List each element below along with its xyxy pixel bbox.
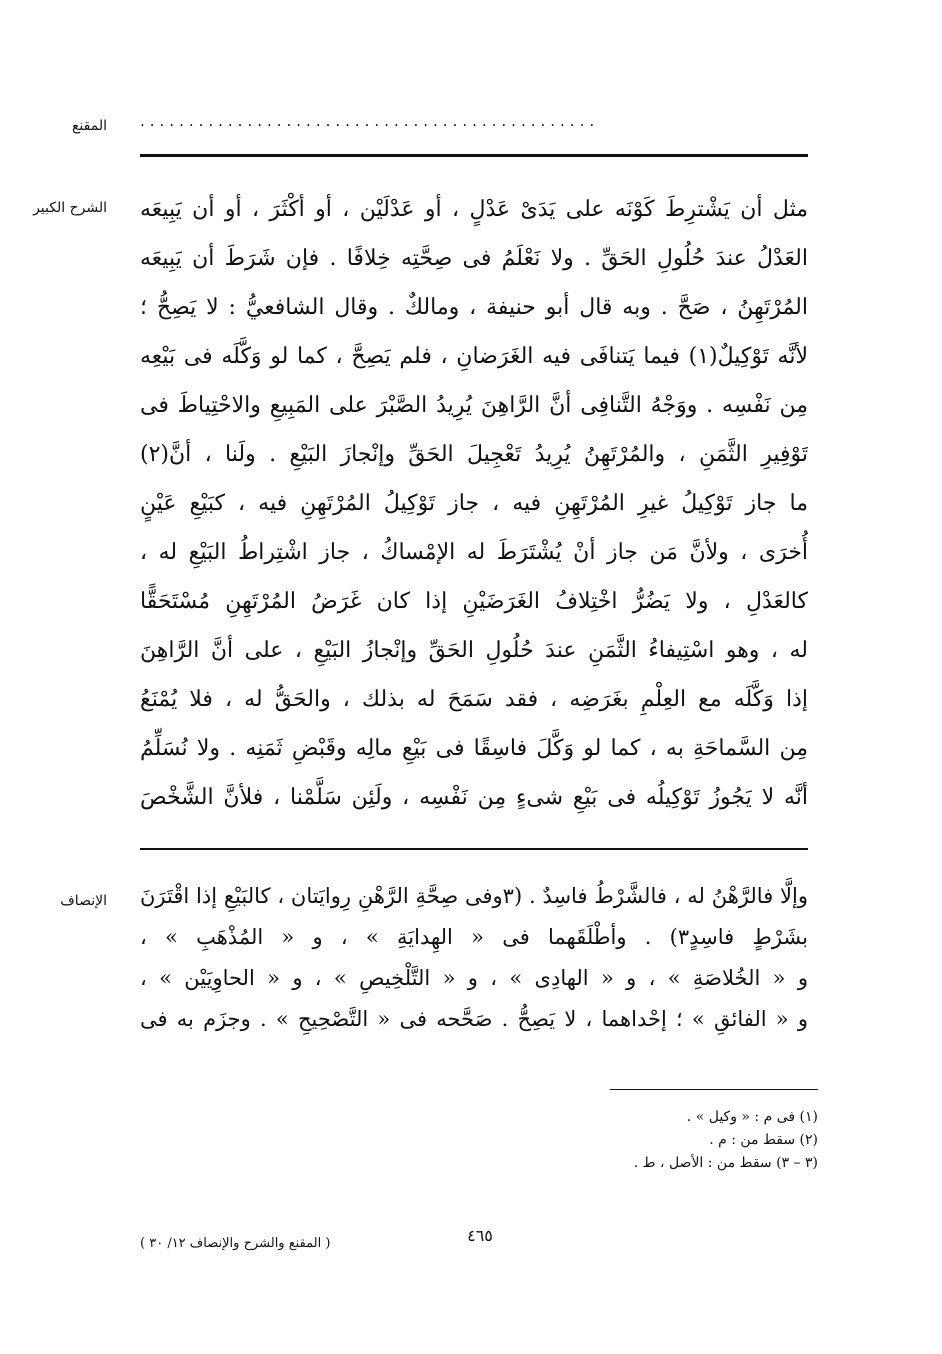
header-title: المقنع	[71, 118, 107, 134]
sharh-line: أنَّه لا يَجُوزُ تَوْكِيلُه فى بَيْعِ شىءٍ مِن نَفْسِه ، ولَئِن سَلَّمْنا ، فلأنَّ الشَّخْصَ	[140, 785, 808, 810]
sharh-line: مِن السَّماحَةِ به ، كما لو وَكَّلَ فاسِقًا فى بَيْعِ مالِه وقَبْضِ ثَمَنِه . ولا نُسَلِّمُ	[140, 736, 808, 761]
insaf-line: و « الفائقِ » ؛ إحْداهما ، لا يَصِحُّ . صَحَّحه فى « التَّصْحِيحِ » . وجزَم به فى	[140, 1007, 808, 1031]
sharh-line: مثل أن يَشْترِطَ كَوْنَه على يَدَىْ عَدْلٍ ، أو عَدْلَيْن ، أو أكْثَرَ ، أو أن يَبِيعَه	[140, 197, 808, 222]
sharh-line: العَدْلُ عندَ حُلُولِ الحَقِّ . ولا نَعْلَمُ فى صِحَّتِه خِلافًا . فإن شَرَطَ أن يَبِيعَه	[140, 246, 808, 271]
volume-note: ( المقنع والشرح والإنصاف ١٢/ ٣٠ )	[140, 1236, 331, 1251]
sharh-body	[140, 185, 808, 822]
sharh-line: لأنَّه تَوْكِيلٌ(١) فيما يَتنافَى فيه الغَرَضانِ ، فلم يَصِحَّ ، كما لو وَكَّلَه فى بَيْعِه	[140, 344, 808, 369]
footnote-2: (٢) سقط من : م .	[709, 1132, 818, 1148]
insaf-line: وإلَّا فالرَّهْنُ له ، فالشَّرْطُ فاسِدٌ . (٣وفى صِحَّةِ الرَّهْنِ رِوايَتان ، كالبَيْعِ إذا اقْتَرَنَ	[140, 884, 808, 908]
page-number: ٤٦٥	[467, 1226, 493, 1245]
footnote-rule	[610, 1089, 818, 1090]
sharh-line: المُرْتَهِنُ ، صَحَّ . وبه قال أبو حنيفة ، ومالكٌ . وقال الشافعيُّ : لا يَصِحُّ ؛	[140, 295, 808, 320]
footnote-1: (١) فى م : « وكيل » .	[686, 1109, 818, 1125]
insaf-line: بشَرْطٍ فاسِدٍ٣) . وأطْلَقَهما فى « الهِدايَةِ » ، و « المُذْهَبِ » ،	[140, 925, 808, 949]
section-divider	[140, 848, 808, 850]
insaf-line: و « الخُلاصَةِ » ، و « الهادِى » ، و « التَّلْخِيصِ » ، و « الحاوِيَيْن » ،	[140, 966, 808, 990]
sharh-line: إذا وَكَّلَه مع العِلْمِ بغَرَضِه ، فقد سَمَحَ له بذلك ، والحَقُّ له ، فلا يُمْنَعُ	[140, 687, 808, 712]
footnotes	[418, 1106, 818, 1175]
sharh-side-label: الشرح الكبير	[33, 200, 107, 216]
header-rule	[140, 154, 808, 157]
footnote-3: (٣ – ٣) سقط من : الأصل ، ط .	[633, 1155, 818, 1171]
sharh-line: تَوْفِيرِ الثَّمَنِ ، والمُرْتَهِنُ يُرِيدُ تَعْجِيلَ الحَقِّ وإنْجازَ البَيْعِ . ولَنا ، أنَّ(٢)	[140, 442, 808, 467]
sharh-line: ما جاز تَوْكِيلُ غيرِ المُرْتَهِنِ فيه ، جاز تَوْكِيلُ المُرْتَهِنِ فيه ، كبَيْعِ عَيْنٍ	[140, 491, 808, 516]
insaf-side-label: الإنصاف	[60, 893, 107, 909]
sharh-line: كالعَدْلِ ، ولا يَضُرُّ اخْتِلافُ الغَرَضَيْنِ إذا كان غَرَضُ المُرْتَهِنِ مُسْتَحَقًّا	[140, 589, 808, 614]
sharh-line: مِن نَفْسِه . ووَجْهُ التَّنافِى أنَّ الرَّاهِنَ يُرِيدُ الصَّبْرَ على المَبِيعِ والاحْتِياطَ فى	[140, 393, 808, 418]
header-dotted-rule: ...............................................	[140, 112, 600, 130]
insaf-body	[140, 876, 808, 1040]
sharh-line: أُخرَى ، ولأنَّ مَن جاز أنْ يُشْتَرَطَ له الإمْساكُ ، جاز اشْتِراطُ البَيْعِ له ،	[140, 540, 808, 565]
sharh-line: له ، وهو اسْتِيفاءُ الثَّمَنِ عندَ حُلُولِ الحَقِّ وإنْجازُ البَيْعِ ، على أنَّ الرَّاهِنَ	[140, 638, 808, 663]
